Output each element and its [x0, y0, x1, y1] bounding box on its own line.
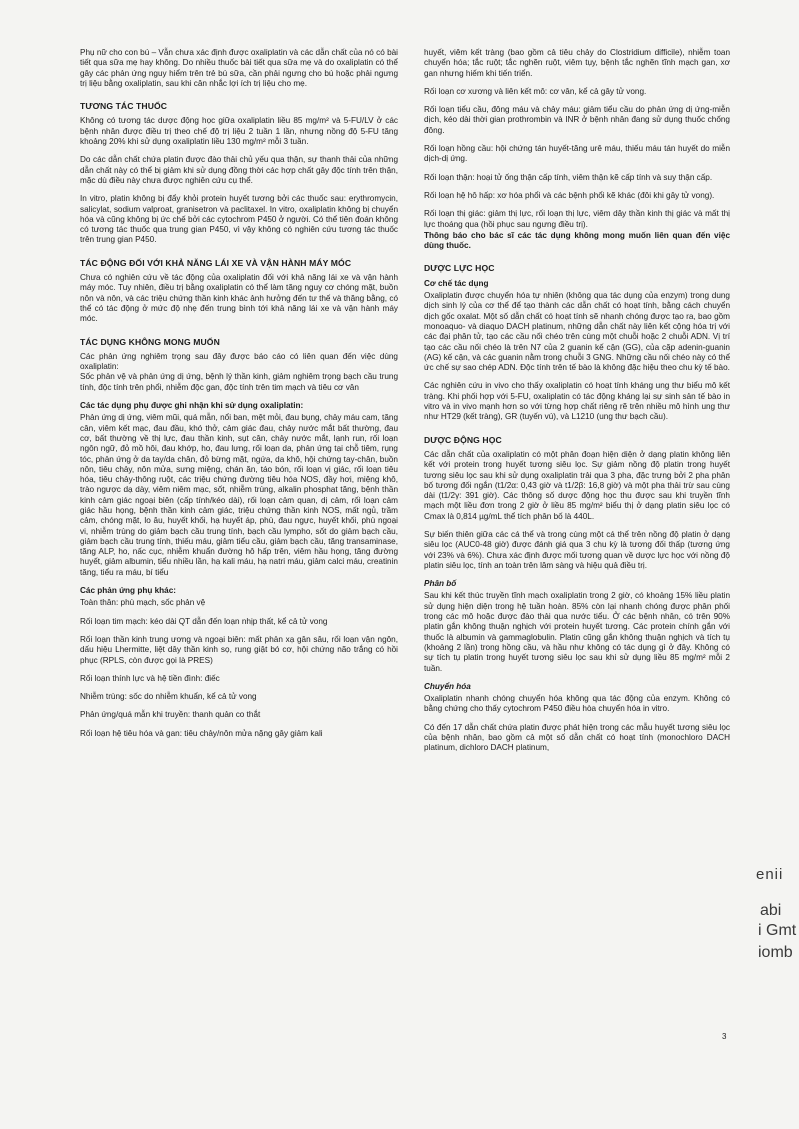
- metabolism-paragraph-2: Có đến 17 dẫn chất chứa platin được phát hiện trong các mẫu huyết tương siêu lọc của bệnh nhân, bao gồm cả một số dẫn chất có hoạt tính (monochloro DACH platinum, dichloro DACH platinum,: [424, 722, 730, 753]
- vision-paragraph: Rối loạn thị giác: giảm thị lực, rối loạn thị lực, viêm dây thần kinh thị giác và mất thị lực thoáng qua (hồi phục sau ngưng điều trị).: [424, 209, 730, 229]
- edge-text-2: abi: [760, 902, 782, 919]
- pk-paragraph-1: Các dẫn chất của oxaliplatin có một phân đoạn hiện diện ở dạng platin không liên kết với protein trong huyết tương siêu lọc. Sự giảm nồng độ platin trong huyết tương siêu lọc sau khi sử dụng oxaliplatin trải qua 3 pha, đặc trưng bởi 2 pha phân bố tương đối ngắn (t1/2α: 0,43 giờ và t1/2β: 16,8 giờ) và một pha thải trừ sau cùng dài (t1/2γ: 391 giờ). Các thông số dược động học thu được sau khi truyền tĩnh mạch một liều đơn trong 2 giờ ở liều 85 mg/m² biểu thị ở dạng platin siêu lọc có Cmax là 0,814 µg/mL thể tích phân bố là 440L.: [424, 449, 730, 521]
- other-reactions-heading: Các phản ứng phụ khác:: [80, 586, 176, 596]
- distribution-paragraph: Sau khi kết thúc truyền tĩnh mạch oxaliplatin trong 2 giờ, có khoảng 15% liều platin sử dụng hiện diện trong hệ tuần hoàn. 85% còn lại nhanh chóng được phân phối trong các mô hoặc được đào thải qua nước tiểu. Ở các bệnh nhân, có trên 90% platin gắn không thuận nghịch với protein huyết tương. Các protein chính gắn với thuốc là albumin và gammaglobulin. Platin cũng gắn không thuận nghịch và tích tụ (khoảng 2 lần) trong hồng cầu, và hầu như không có tác dụng gì ở đây. Không có sự tích tụ platin trong huyết tương siêu lọc sau khi sử dụng liều 85 mg/m² mỗi 2 tuần.: [424, 591, 730, 673]
- renal-paragraph: Rối loạn thận: hoại tử ống thận cấp tính, viêm thận kẽ cấp tính và suy thận cấp.: [424, 172, 713, 182]
- driving-paragraph: Chưa có nghiên cứu về tác động của oxaliplatin đối với khả năng lái xe và vận hành máy móc. Tuy nhiên, điều trị bằng oxaliplatin có thể làm tăng nguy cơ chóng mặt, buồn nôn và nôn, và các triệu chứng thần kinh khác ảnh hưởng đến tư thế và thăng bằng, có thể có tác động ở mức độ nhẹ đến trung bình tới khả năng lái xe và vận hành máy móc.: [80, 273, 398, 324]
- right-column: [424, 48, 730, 762]
- other-reaction-hearing: Rối loạn thính lực và hệ tiền đình: điếc: [80, 673, 220, 683]
- nursing-paragraph: Phụ nữ cho con bú – Vẫn chưa xác định được oxaliplatin và các dẫn chất của nó có bài tiết qua sữa mẹ hay không. Do nhiều thuốc bài tiết qua sữa mẹ và do oxaliplatin có thể gây các phản ứng nguy hiểm trên trẻ bú sữa, cần phải ngưng cho bú hoặc phải ngưng trị liệu bằng oxaliplatin, sau khi cân nhắc lợi ích trị liệu cho mẹ.: [80, 48, 398, 88]
- red-cell-paragraph: Rối loạn hồng cầu: hội chứng tán huyết-tăng urê máu, thiếu máu tán huyết do miễn dịch-dị ứng.: [424, 144, 730, 164]
- interactions-paragraph-2: Do các dẫn chất chứa platin được đào thải chủ yếu qua thận, sự thanh thải của những dẫn chất này có thể bị giảm khi sử dụng đồng thời các hợp chất gây độc tính trên thận, mặc dù điều này chưa được nghiên cứu cụ thể.: [80, 155, 398, 185]
- adverse-effects-heading: TÁC DỤNG KHÔNG MONG MUỐN: [80, 336, 220, 347]
- other-reaction-general: Toàn thân: phù mạch, sốc phản vệ: [80, 598, 206, 608]
- pharmacokinetics-heading: DƯỢC ĐỘNG HỌC: [424, 434, 502, 445]
- respiratory-paragraph: Rối loạn hệ hô hấp: xơ hóa phổi và các bệnh phổi kẽ khác (đôi khi gây tử vong).: [424, 190, 715, 200]
- notice-paragraph: Thông báo cho bác sĩ các tác dụng không mong muốn liên quan đến việc dùng thuốc.: [424, 230, 730, 251]
- other-reaction-infection: Nhiễm trùng: sốc do nhiễm khuẩn, kể cả tử vong: [80, 692, 257, 702]
- gi-continuation: huyết, viêm kết tràng (bao gồm cả tiêu chảy do Clostridium difficile), nhiễm toan chuyển hóa; tắc ruột; tắc nghẽn ruột, viêm tụy, bệnh tắc nghẽn tĩnh mạch gan, xơ gan nhưng hiếm khi tiến triển.: [424, 48, 730, 78]
- metabolism-paragraph-1: Oxaliplatin nhanh chóng chuyển hóa không qua tác động của enzym. Không có bằng chứng cho thấy cytochrom P450 điều hòa chuyển hóa in vitro.: [424, 694, 730, 714]
- adverse-intro: Các phản ứng nghiêm trọng sau đây được báo cáo có liên quan đến việc dùng oxaliplatin:: [80, 351, 398, 372]
- other-reaction-gi: Rối loạn hệ tiêu hóa và gan: tiêu chảy/nôn mửa nặng gây giảm kali: [80, 728, 323, 738]
- pharmacodynamics-heading: DƯỢC LỰC HỌC: [424, 263, 495, 274]
- interactions-paragraph-1: Không có tương tác dược động học giữa oxaliplatin liều 85 mg/m² và 5-FU/LV ở các bệnh nhân được điều trị theo chế độ trị liệu 2 tuần 1 lần, nhưng nồng độ 5-FU tăng khoảng 20% khi sử dụng oxaliplatin liều 130 mg/m² mỗi 3 tuần.: [80, 116, 398, 147]
- platelet-paragraph: Rối loạn tiểu cầu, đông máu và chảy máu: giảm tiểu cầu do phản ứng dị ứng-miễn dịch, kéo dài thời gian prothrombin và INR ở bệnh nhân đang sử dụng thuốc chống đông.: [424, 105, 730, 135]
- other-reaction-cardiac: Rối loạn tim mạch: kéo dài QT dẫn đến loạn nhịp thất, kể cả tử vong: [80, 616, 328, 626]
- driving-heading: TÁC ĐỘNG ĐỐI VỚI KHẢ NĂNG LÁI XE VÀ VẬN HÀNH MÁY MÓC: [80, 257, 352, 268]
- edge-text-4: iomb: [758, 944, 793, 961]
- interactions-paragraph-3: In vitro, platin không bị đẩy khỏi protein huyết tương bởi các thuốc sau: erythromycin, salicylat, sodium valproat, granisetron và paclitaxel. In vitro, oxaliplatin không bị chuyển hóa và cũng không bị ức chế bởi các cytochrom P450 ở người. Có thể tiên đoán không có tương tác thuốc qua trung gian P450, vì vậy không có nghiên cứu tương tác thuốc trên trung gian P450.: [80, 194, 398, 245]
- metabolism-heading: Chuyển hóa: [424, 681, 471, 691]
- edge-text-3: i Gmt: [758, 922, 797, 939]
- other-reaction-infusion: Phản ứng/quá mẫn khi truyền: thanh quản co thắt: [80, 710, 261, 720]
- pk-paragraph-2: Sự biến thiên giữa các cá thể và trong cùng một cá thể trên nồng độ platin ở dạng siêu lọc (AUC0-48 giờ) được đánh giá qua 3 chu kỳ là tương đối thấp (tương ứng với 23% và 6%). Chưa xác định được mối tương quan về dược lực học với nồng độ platin siêu lọc, tính an toàn trên lâm sàng và hiệu quả điều trị.: [424, 529, 730, 570]
- left-column: [80, 48, 398, 747]
- other-reaction-neuro: Rối loạn thần kinh trung ương và ngoại biên: mất phản xạ gân sâu, rối loạn vận ngôn, dấu hiệu Lhermitte, liệt dây thần kinh sọ, rung giật bó cơ, hội chứng não trắng có hồi phục (RPLS, còn được gọi là PRES): [80, 634, 398, 665]
- serious-reactions: Sốc phản vệ và phản ứng dị ứng, bệnh lý thần kinh, giảm nghiêm trọng bạch cầu trung tính, độc tính trên phổi, nhiễm độc gan, độc tính trên tim mạch và tiêu cơ vân: [80, 372, 398, 392]
- musculoskeletal-paragraph: Rối loạn cơ xương và liên kết mô: cơ vân, kể cả gây tử vong.: [424, 86, 647, 96]
- page-number: 3: [722, 1032, 727, 1041]
- distribution-heading: Phân bố: [424, 579, 457, 589]
- mechanism-paragraph: Oxaliplatin được chuyển hóa tự nhiên (không qua tác dụng của enzym) trong dung dịch sinh lý của cơ thể để tạo thành các dẫn chất có hoạt tính, bằng cách chuyển dịch gốc oxalat. Một số dẫn chất có hoạt tính sẽ nhanh chóng được tạo ra, bao gồm monoaquo- và diaquo DACH platinum, những dẫn chất này liên kết cộng hóa trị với các đại phân tử, tạo các cầu nối chéo trên cùng một chuỗi hoặc 2 chuỗi ADN. Vị trí tạo các cầu nối chéo là trên N7 của 2 guanin kế cận (GG), của cặp adenin-guanin (AG) kế cận, và các guanin nằm trong chuỗi 3 GNG. Những cầu nối chéo này có thể ức chế sự sao chép ADN. Độc tính trên tế bào là không đặc hiệu theo chu kỳ tế bào.: [424, 291, 730, 373]
- mechanism-heading: Cơ chế tác dụng: [424, 278, 489, 288]
- interactions-heading: TƯƠNG TÁC THUỐC: [80, 101, 168, 112]
- common-effects-heading: Các tác dụng phụ được ghi nhận khi sử dụng oxaliplatin:: [80, 401, 304, 411]
- in-vivo-paragraph: Các nghiên cứu in vivo cho thấy oxaliplatin có hoạt tính kháng ung thư biểu mô kết tràng. Khi phối hợp với 5-FU, oxaliplatin có tác động kháng lại sự sinh sản tế bào in vitro và in vivo mạnh hơn so với từng hợp chất riêng rẽ trên nhiều mô hình ung thư như HT29 (kết tràng), GR (tuyến vú), và L1210 (ung thư bạch cầu).: [424, 381, 730, 422]
- edge-text-1: enii: [756, 866, 784, 883]
- common-effects-list: Phản ứng dị ứng, viêm mũi, quá mẫn, nổi ban, mệt mỏi, đau bụng, chảy máu cam, tăng cân, viêm kết mạc, đau đầu, khó thở, cảm giác đau, chảy nước mắt bất thường, đau cơ, bất thường về thị lực, đau thần kinh, sụt cân, chảy nước mắt, lạnh run, rối loạn ngôn ngữ, đỏ mồ hôi, đau khớp, ho, đau lưng, rối loạn da, phản ứng tại chỗ tiêm, rụng tóc, phản ứng ở da tay/da chân, đỏ bừng mặt, ngứa, da khô, hội chứng tay-chân, buồn nôn, tiêu chảy, nôn mửa, sưng miệng, chán ăn, táo bón, rối loạn vị giác, rối loạn tiêu hóa, tiêu chảy-thông ruột, các triệu chứng đường tiêu hóa NOS, đầy hơi, miệng khô, trào ngược dạ dày, viêm niêm mạc, sốt, nhiễm trùng, alkalin phosphat tăng, bệnh thần kinh cảm giác ngoại biên (cấp tính/kéo dài), rối loạn cảm quan, dị cảm, rối loạn cảm giác hầu họng, bệnh thần kinh cảm giác, triệu chứng thần kinh NOS, mất ngủ, trầm cảm, chóng mặt, lo âu, huyết khối, hạ huyết áp, phù, đau ngực, huyết khối, phù ngoại vi, nhiễm trùng do giảm bạch cầu trung tính, bạch cầu lympho, sốt do giảm bạch cầu, giảm bạch cầu trung tính, thiếu máu, giảm tiểu cầu, giảm bạch cầu, tăng transaminase, tăng ALP, ho, nấc cục, nhiễm khuẩn đường hô hấp trên, viêm hầu họng, tăng đường huyết, giảm albumin, tiểu nhiều lần, hạ kali máu, hạ natri máu, giảm calci máu, creatinin tăng, tiểu ra máu, bí tiểu: [80, 413, 398, 577]
